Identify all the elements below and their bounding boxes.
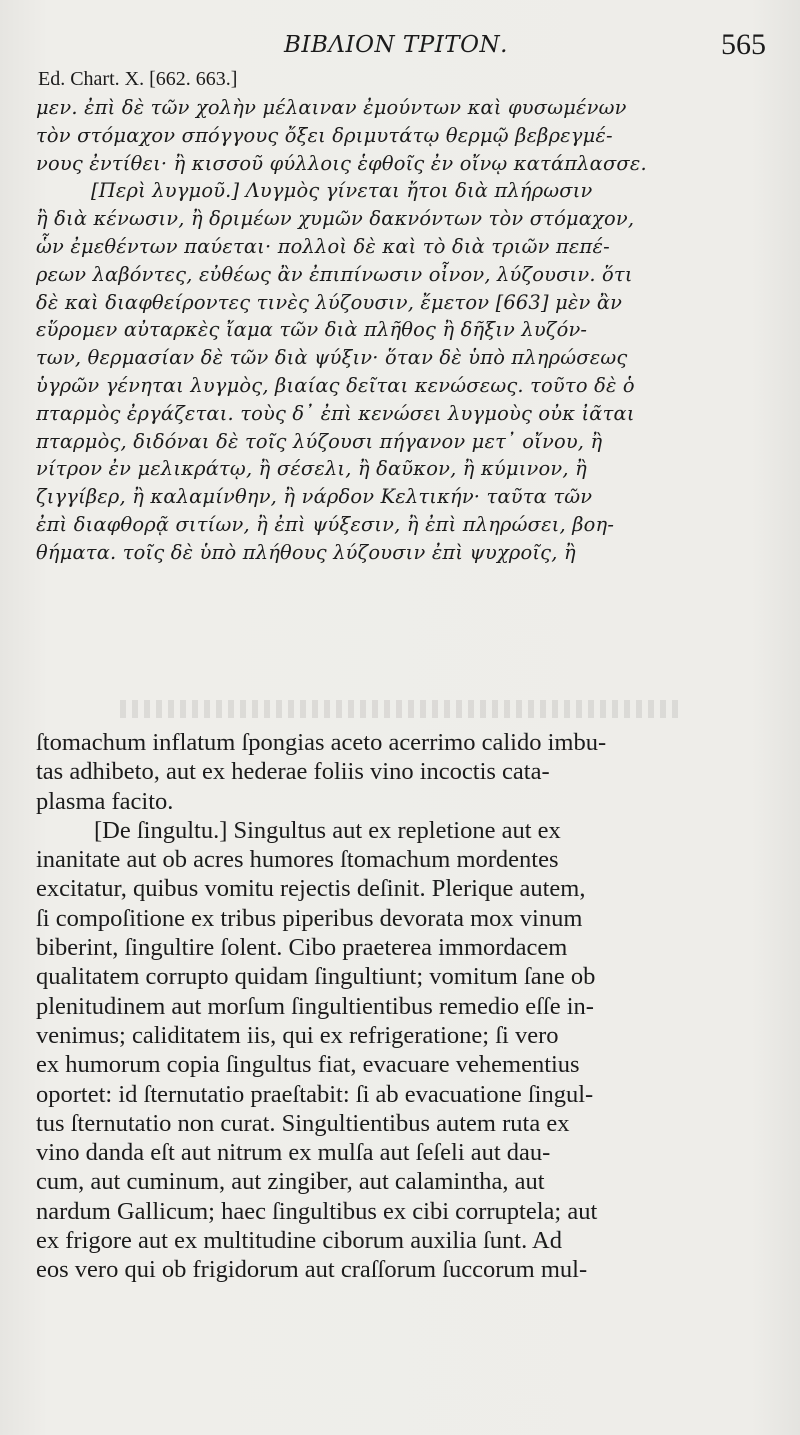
latin-line: eos vero qui ob frigidorum aut craſſorum ſuccorum mul- [36, 1256, 588, 1284]
running-title: ΒΙΒΛΙΟΝ ΤΡΙΤΟΝ. [284, 32, 508, 58]
greek-line: των, θερμασίαν δὲ τῶν διὰ ψύξιν· ὅταν δὲ ὑπὸ πληρώσεως [36, 346, 628, 370]
latin-text-block [36, 728, 766, 1285]
greek-line: πταρμὸς ἐργάζεται. τοὺς δ᾽ ἐπὶ κενώσει λυγμοὺς οὐκ ἰᾶται [36, 401, 635, 425]
greek-line: ἢ διὰ κένωσιν, ἢ δριμέων χυμῶν δακνόντων τὸν στόμαχον, [36, 207, 635, 231]
latin-line: biberint, ſingultire ſolent. Cibo praeterea immordacem [36, 934, 568, 962]
greek-line: ρεων λαβόντες, εὐθέως ἂν ἐπιπίνωσιν οἶνον, λύζουσιν. ὅτι [36, 262, 633, 286]
page-header [36, 28, 766, 62]
greek-line: θήματα. τοῖς δὲ ὑπὸ πλήθους λύζουσιν ἐπὶ ψυχροῖς, ἢ [36, 540, 576, 564]
latin-line: venimus; caliditatem iis, qui ex refrigeratione; ſi vero [36, 1021, 559, 1049]
greek-line: νίτρον ἐν μελικράτῳ, ἢ σέσελι, ἢ δαῦκον, ἢ κύμινον, ἢ [36, 457, 587, 481]
latin-line: nardum Gallicum; haec ſingultibus ex cibi corruptela; aut [36, 1197, 598, 1225]
latin-line: excitatur, quibus vomitu rejectis deſinit. Plerique autem, [36, 875, 586, 903]
greek-line: [Περὶ λυγμοῦ.] Λυγμὸς γίνεται ἤτοι διὰ πλήρωσιν [91, 179, 593, 203]
latin-line: ſtomachum inflatum ſpongias aceto acerrimo calido imbu- [36, 729, 607, 756]
bleed-through-shadow [120, 700, 680, 718]
greek-line: εὕρομεν αὐταρκὲς ἴαμα τῶν διὰ πλῆθος ἢ δῆξιν λυζόν- [36, 318, 588, 342]
latin-line: inanitate aut ob acres humores ſtomachum mordentes [36, 846, 559, 874]
latin-line: tas adhibeto, aut ex hederae foliis vino incoctis cata- [36, 758, 550, 786]
latin-line: plasma facito. [36, 787, 174, 815]
latin-line: [De ſingultu.] Singultus aut ex repletione aut ex [94, 816, 561, 844]
latin-line: qualitatem corrupto quidam ſingultiunt; vomitum ſane ob [36, 963, 596, 991]
latin-line: ſi compoſitione ex tribus piperibus devorata mox vinum [36, 904, 583, 932]
latin-line: vino danda eſt aut nitrum ex mulſa aut ſeſeli aut dau- [36, 1139, 551, 1167]
latin-line: ex frigore aut ex multitudine ciborum auxilia ſunt. Ad [36, 1227, 562, 1255]
greek-line: νους ἐντίθει· ἢ κισσοῦ φύλλοις ἑφθοῖς ἐν οἴνῳ κατάπλασσε. [36, 151, 647, 175]
greek-line: δὲ καὶ διαφθείροντες τινὲς λύζουσιν, ἔμετον [663] μὲν ἂν [36, 290, 623, 314]
greek-line: ἐπὶ διαφθορᾷ σιτίων, ἢ ἐπὶ ψύξεσιν, ἢ ἐπὶ πληρώσει, βοη- [36, 512, 615, 536]
greek-line: ζιγγίβερ, ἢ καλαμίνθην, ἢ νάρδον Κελτικήν· ταῦτα τῶν [36, 485, 593, 509]
latin-line: ex humorum copia ſingultus fiat, evacuare vehementius [36, 1051, 580, 1079]
latin-line: oportet: id ſternutatio praeſtabit: ſi ab evacuatione ſingul- [36, 1080, 594, 1108]
latin-line: plenitudinem aut morſum ſingultientibus remedio eſſe in- [36, 992, 594, 1020]
greek-line: ὧν ἐμεθέντων παύεται· πολλοὶ δὲ καὶ τὸ διὰ τριῶν πεπέ- [36, 234, 610, 258]
page-number: 565 [721, 28, 766, 61]
edition-reference: Ed. Chart. X. [662. 663.] [38, 68, 238, 90]
greek-line: μεν. ἐπὶ δὲ τῶν χολὴν μέλαιναν ἐμούντων καὶ φυσωμένων [36, 96, 627, 119]
latin-line: tus ſternutatio non curat. Singultientibus autem ruta ex [36, 1109, 570, 1137]
greek-line: ὑγρῶν γένηται λυγμὸς, βιαίας δεῖται κενώσεως. τοῦτο δὲ ὁ [36, 373, 635, 397]
greek-line: πταρμὸς, διδόναι δὲ τοῖς λύζουσι πήγανον μετ᾽ οἴνου, ἢ [36, 429, 603, 453]
greek-line: τὸν στόμαχον σπόγγους ὄξει δριμυτάτῳ θερμῷ βεβρεγμέ- [36, 123, 613, 147]
latin-line: cum, aut cuminum, aut zingiber, aut calamintha, aut [36, 1168, 545, 1196]
greek-text-block [36, 94, 766, 567]
